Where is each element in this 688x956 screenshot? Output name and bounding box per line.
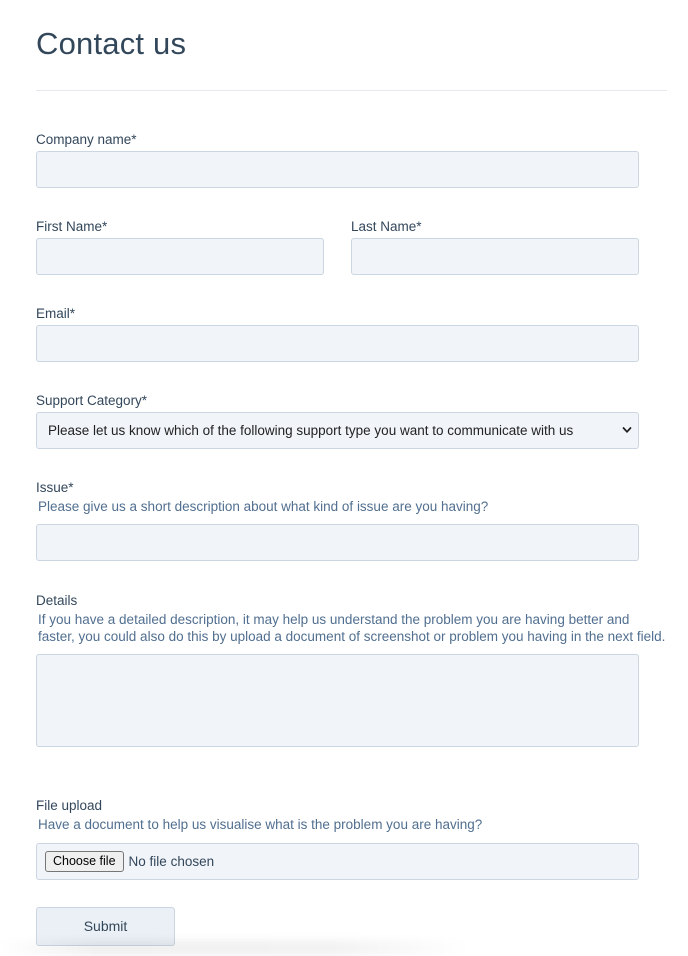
submit-button[interactable]: Submit <box>36 907 175 946</box>
details-textarea[interactable] <box>36 654 639 747</box>
issue-field <box>36 479 639 561</box>
last-name-field <box>351 218 639 275</box>
divider <box>36 90 667 91</box>
first-name-label: First Name* <box>36 219 108 234</box>
file-upload-input[interactable] <box>36 843 639 880</box>
details-field <box>36 592 668 747</box>
support-category-field <box>36 392 639 449</box>
email-input[interactable] <box>36 325 639 362</box>
choose-file-button[interactable]: Choose file <box>45 851 124 872</box>
company-label: Company name* <box>36 132 137 147</box>
support-category-select[interactable] <box>36 412 639 449</box>
email-label: Email* <box>36 306 76 321</box>
last-name-input[interactable] <box>351 238 639 275</box>
file-upload-field <box>36 797 639 880</box>
file-status: No file chosen <box>128 854 215 869</box>
company-input[interactable] <box>36 151 639 188</box>
email-field <box>36 305 639 362</box>
first-name-field <box>36 218 324 275</box>
details-description: If you have a detailed description, it may help us understand the problem you are having better and faster, you could also do this by upload a document of screenshot or problem you having in the next field. <box>38 612 666 644</box>
bottom-shadow <box>0 940 470 956</box>
support-category-selected: Please let us know which of the following support type you want to communicate with us <box>48 423 574 438</box>
file-upload-description: Have a document to help us visualise what is the problem you are having? <box>38 817 483 832</box>
page-title: Contact us <box>36 26 187 61</box>
last-name-label: Last Name* <box>351 219 422 234</box>
file-upload-label: File upload <box>36 798 103 813</box>
support-category-label: Support Category* <box>36 393 148 408</box>
company-field <box>36 131 639 188</box>
chevron-down-icon <box>622 425 632 435</box>
details-label: Details <box>36 593 78 608</box>
issue-input[interactable] <box>36 524 639 561</box>
first-name-input[interactable] <box>36 238 324 275</box>
issue-label: Issue* <box>36 480 74 495</box>
issue-description: Please give us a short description about what kind of issue are you having? <box>38 499 489 514</box>
